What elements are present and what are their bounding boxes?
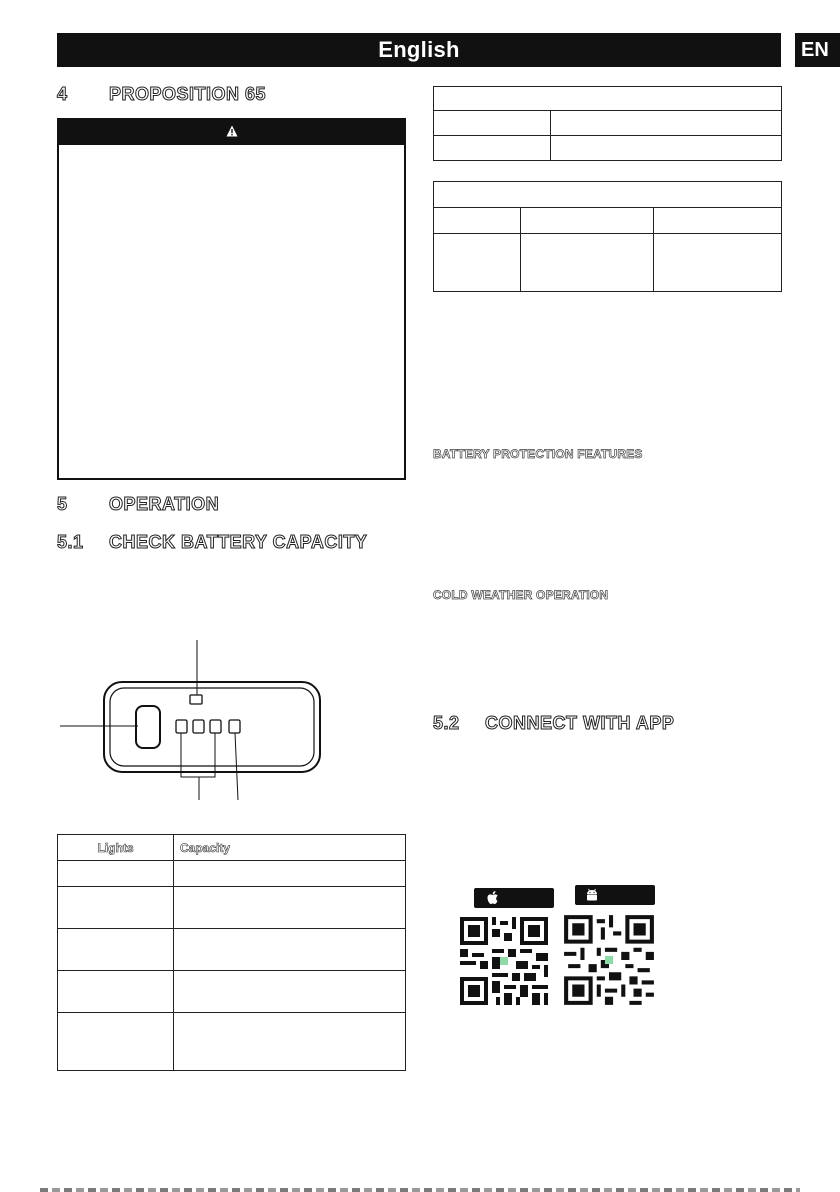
android-icon — [585, 888, 599, 902]
capacity-header: Capacity — [174, 835, 406, 861]
apple-icon — [486, 890, 500, 906]
section-number: 5.1 — [57, 532, 84, 552]
capacity-light-1 — [176, 720, 187, 733]
battery-protection-heading: BATTERY PROTECTION FEATURES — [433, 447, 643, 461]
section-number: 4 — [57, 84, 68, 104]
android-store-tag[interactable] — [575, 885, 655, 905]
table-row — [58, 929, 406, 971]
lights-capacity-table — [57, 834, 406, 1071]
table-row — [434, 87, 782, 111]
battery-indicator-diagram — [60, 640, 330, 810]
top-indicator-light — [190, 695, 202, 704]
table-row — [434, 182, 782, 208]
section-4-heading — [57, 84, 266, 105]
spec-table-1 — [433, 86, 782, 161]
language-badge: EN — [795, 33, 840, 67]
spec-table-2 — [433, 181, 782, 292]
header-title: English — [378, 37, 460, 62]
section-5-1-heading — [57, 532, 367, 553]
ios-qr-code[interactable] — [456, 913, 552, 1009]
section-number: 5.2 — [433, 713, 460, 733]
android-qr-code[interactable] — [560, 911, 658, 1009]
table-row — [58, 1013, 406, 1071]
section-5-2-heading — [433, 713, 674, 734]
capacity-light-2 — [193, 720, 204, 733]
section-5-heading — [57, 494, 219, 515]
table-header-row — [58, 835, 406, 861]
table-row — [58, 861, 406, 887]
table-row — [434, 111, 782, 136]
section-title: CONNECT WITH APP — [485, 713, 675, 733]
warning-box — [57, 118, 406, 480]
power-button-shape — [136, 706, 160, 748]
device-inner-outline — [110, 688, 314, 766]
table-row — [434, 208, 782, 234]
table-row — [58, 971, 406, 1013]
ios-store-tag[interactable] — [474, 888, 554, 908]
warning-header — [59, 120, 404, 145]
section-title: CHECK BATTERY CAPACITY — [109, 532, 368, 552]
table-row — [434, 234, 782, 292]
section-number: 5 — [57, 494, 68, 514]
section-title: OPERATION — [109, 494, 220, 514]
capacity-light-4 — [229, 720, 240, 733]
cold-weather-heading: COLD WEATHER OPERATION — [433, 588, 609, 602]
table-row — [58, 887, 406, 929]
table-row — [434, 136, 782, 161]
lights-header: Lights — [58, 835, 174, 861]
section-title: PROPOSITION 65 — [109, 84, 267, 104]
warning-triangle-icon — [226, 125, 238, 137]
page-header — [57, 33, 781, 67]
footer-strip — [40, 1188, 800, 1192]
capacity-light-3 — [210, 720, 221, 733]
capacity-lights-bracket — [181, 733, 215, 777]
